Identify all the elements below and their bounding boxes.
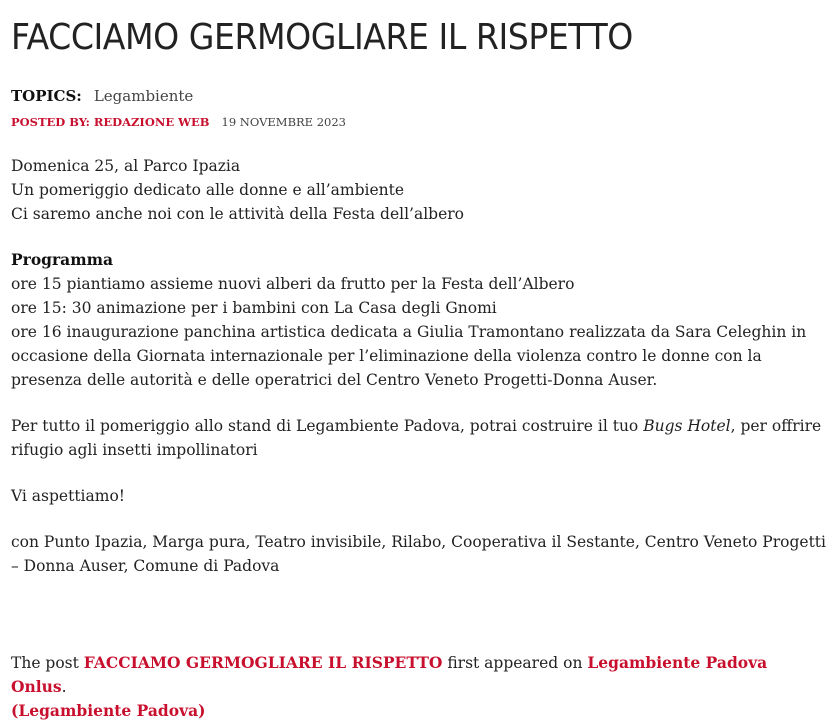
post-title-link[interactable]: FACCIAMO GERMOGLIARE IL RISPETTO	[83, 653, 443, 672]
article-body	[11, 154, 826, 578]
greeting-text: Vi aspettiamo!	[11, 487, 126, 505]
stand-paragraph	[11, 414, 826, 462]
source-link[interactable]: (Legambiente Padova)	[11, 701, 206, 720]
intro-line: Ci saremo anche noi con le attività della Festa dell’albero	[11, 205, 464, 223]
page-title: FACCIAMO GERMOGLIARE IL RISPETTO	[11, 17, 633, 58]
post-date: 19 NOVEMBRE 2023	[221, 115, 346, 129]
bugs-hotel-emphasis: Bugs Hotel	[643, 417, 731, 435]
author-link[interactable]: POSTED BY: REDAZIONE WEB	[11, 115, 210, 129]
program-heading: Programma	[11, 250, 114, 269]
post-footer	[11, 651, 826, 723]
intro-paragraph	[11, 154, 826, 226]
partners-line: – Donna Auser, Comune di Padova	[11, 557, 280, 575]
stand-text: Per tutto il pomeriggio allo stand di Legambiente Padova, potrai costruire il tuo	[11, 417, 644, 435]
program-item: ore 16 inaugurazione panchina artistica dedicata a Giulia Tramontano realizzata da Sara Celeghin in	[11, 323, 807, 341]
topics-label: TOPICS:	[11, 87, 82, 105]
post-meta	[11, 114, 346, 130]
greeting-paragraph	[11, 484, 826, 508]
topic-link-legambiente[interactable]: Legambiente	[93, 87, 194, 105]
stand-text: , per offrire	[730, 417, 822, 435]
program-item: occasione della Giornata internazionale per l’eliminazione della violenza contro le donne con la	[11, 347, 762, 365]
site-link[interactable]: Legambiente Padova Onlus	[11, 653, 768, 696]
topics-row	[11, 86, 193, 106]
intro-line: Un pomeriggio dedicato alle donne e all’ambiente	[11, 181, 405, 199]
stand-line	[11, 414, 826, 438]
stand-line: rifugio agli insetti impollinatori	[11, 441, 258, 459]
program-item: ore 15: 30 animazione per i bambini con La Casa degli Gnomi	[11, 299, 497, 317]
partners-paragraph	[11, 530, 826, 578]
footer-prefix: The post	[11, 654, 84, 672]
program-paragraph	[11, 248, 826, 392]
footer-period: .	[61, 678, 67, 696]
intro-line: Domenica 25, al Parco Ipazia	[11, 157, 241, 175]
partners-line: con Punto Ipazia, Marga pura, Teatro invisibile, Rilabo, Cooperativa il Sestante, Centro Veneto Progetti	[11, 533, 826, 551]
footer-middle: first appeared on	[442, 654, 588, 672]
program-item: ore 15 piantiamo assieme nuovi alberi da frutto per la Festa dell’Albero	[11, 275, 575, 293]
program-item: presenza delle autorità e delle operatrici del Centro Veneto Progetti-Donna Auser.	[11, 371, 658, 389]
